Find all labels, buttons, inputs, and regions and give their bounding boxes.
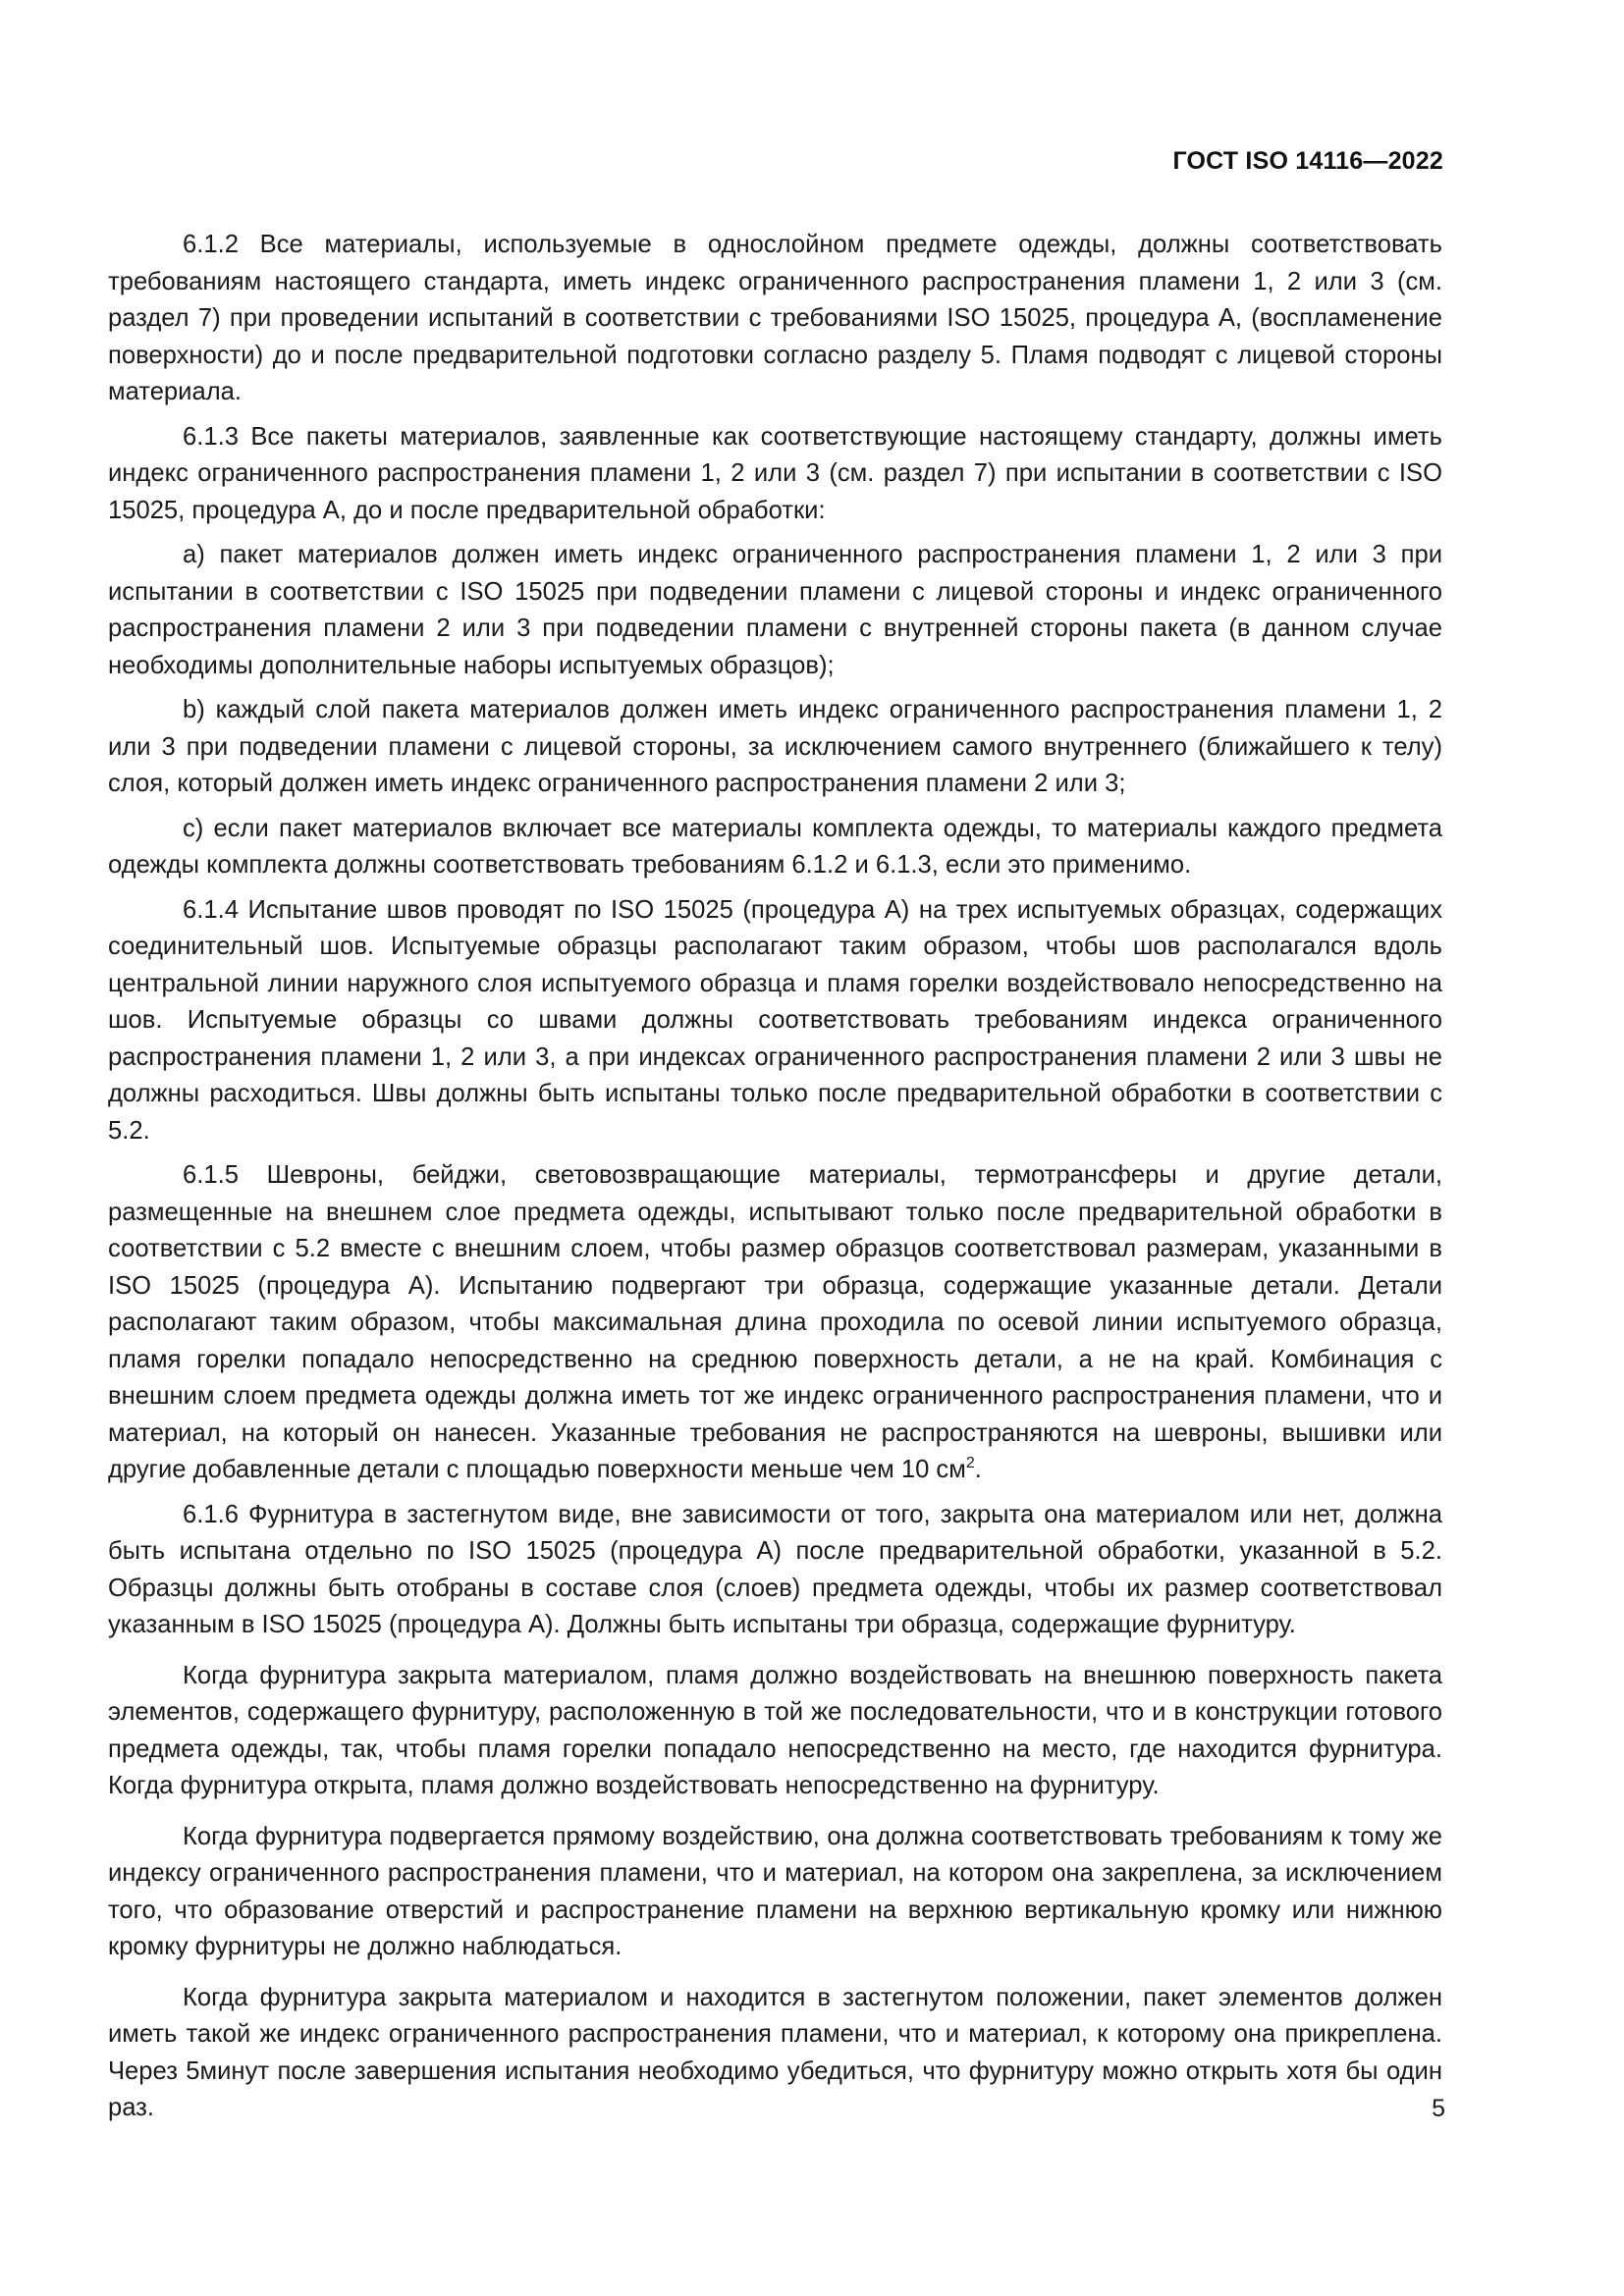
list-item-b: b) каждый слой пакета материалов должен иметь индекс ограниченного распространения пламени 1, 2 или 3 при подведении пламени с лицевой стороны, за исключением самого внутреннего (ближайшего к телу) слоя, который должен иметь индекс ограниченного распространения пламени 2 или 3; — [108, 696, 1442, 797]
paragraph-6-1-4: 6.1.4 Испытание швов проводят по ISO 15025 (процедура А) на трех испытуемых образцах, содержащих соединительный шов. Испытуемые образцы располагают таким образом, чтобы шов располагался вдоль центральной линии наружного слоя испытуемого образца и пламя горелки воздействовало непосредственно на шов. Испытуемые образцы со швами должны соответствовать требованиям индекса ограниченного распространения пламени 1, 2 или 3, а при индексах ограниченного распространения пламени 2 или 3 швы не должны расходиться. Швы должны быть испытаны только после предварительной обработки в соответствии с 5.2. — [108, 895, 1442, 1145]
paragraph-fittings-fastened: Когда фурнитура закрыта материалом и находится в застегнутом положении, пакет элементов должен иметь такой же индекс ограниченного распространения пламени, что и материал, к которому она прикреплена. Через 5минут после завершения испытания необходимо убедиться, что фурнитуру можно открыть хотя бы один раз. — [108, 1983, 1442, 2121]
page-number: 5 — [1432, 2095, 1445, 2122]
document-body — [108, 227, 1442, 2127]
paragraph-6-1-5 — [108, 1157, 1442, 1489]
paragraph-6-1-5-end: . — [974, 1456, 982, 1483]
paragraph-6-1-6: 6.1.6 Фурнитура в застегнутом виде, вне зависимости от того, закрыта она материалом или нет, должна быть испытана отдельно по ISO 15025 (процедура А) после предварительной обработки, указанной в 5.2. Образцы должны быть отобраны в составе слоя (слоев) предмета одежды, чтобы их размер соответствовал указанным в ISO 15025 (процедура А). Должны быть испытаны три образца, содержащие фурнитуру. — [108, 1500, 1442, 1638]
document-header: ГОСТ ISO 14116—2022 — [1172, 147, 1443, 175]
paragraph-6-1-2: 6.1.2 Все материалы, используемые в однослойном предмете одежды, должны соответствовать требованиям настоящего стандарта, иметь индекс ограниченного распространения пламени 1, 2 или 3 (см. раздел 7) при проведении испытаний в соответствии с требованиями ISO 15025, процедура А, (воспламенение поверхности) до и после предварительной подготовки согласно разделу 5. Пламя подводят с лицевой стороны материала. — [108, 231, 1442, 405]
list-item-a: a) пакет материалов должен иметь индекс ограниченного распространения пламени 1, 2 или 3 при испытании в соответствии с ISO 15025 при подведении пламени с лицевой стороны и индекс ограниченного распространения пламени 2 или 3 при подведении пламени с внутренней стороны пакета (в данном случае необходимы дополнительные наборы испытуемых образцов); — [108, 541, 1442, 679]
list-item-c: c) если пакет материалов включает все материалы комплекта одежды, то материалы каждого предмета одежды комплекта должны соответствовать требованиям 6.1.2 и 6.1.3, если это применимо. — [108, 814, 1442, 879]
paragraph-fittings-exposed: Когда фурнитура подвергается прямому воздействию, она должна соответствовать требованиям к тому же индексу ограниченного распространения пламени, что и материал, на котором она закреплена, за исключением того, что образование отверстий и распространение пламени на верхнюю вертикальную кромку или нижнюю кромку фурнитуры не должно наблюдаться. — [108, 1822, 1442, 1960]
superscript-exponent: 2 — [965, 1455, 975, 1471]
paragraph-fittings-covered: Когда фурнитура закрыта материалом, пламя должно воздействовать на внешнюю поверхность пакета элементов, содержащего фурнитуру, расположенную в той же последовательности, что и в конструкции готового предмета одежды, так, чтобы пламя горелки попадало непосредственно на место, где находится фурнитура. Когда фурнитура открыта, пламя должно воздействовать непосредственно на фурнитуру. — [108, 1661, 1442, 1799]
paragraph-6-1-3: 6.1.3 Все пакеты материалов, заявленные как соответствующие настоящему стандарту, должны иметь индекс ограниченного распространения пламени 1, 2 или 3 (см. раздел 7) при испытании в соответствии с ISO 15025, процедура А, до и после предварительной обработки: — [108, 422, 1442, 524]
paragraph-6-1-5-text: 6.1.5 Шевроны, бейджи, световозвращающие материалы, термотрансферы и другие детали, размещенные на внешнем слое предмета одежды, испытывают только после предварительной обработки в соответствии с 5.2 вместе с внешним слоем, чтобы размер образцов соответствовал размерам, указанными в ISO 15025 (процедура А). Испытанию подвергают три образца, содержащие указанные детали. Детали располагают таким образом, чтобы максимальная длина проходила по осевой линии испытуемого образца, пламя горелки попадало непосредственно на среднюю поверхность детали, а не на край. Комбинация с внешним слоем предмета одежды должна иметь тот же индекс ограниченного распространения пламени, что и материал, на который он нанесен. Указанные требования не распространяются на шевроны, вышивки или другие добавленные детали с площадью поверхности меньше чем 10 см — [108, 1161, 1442, 1483]
